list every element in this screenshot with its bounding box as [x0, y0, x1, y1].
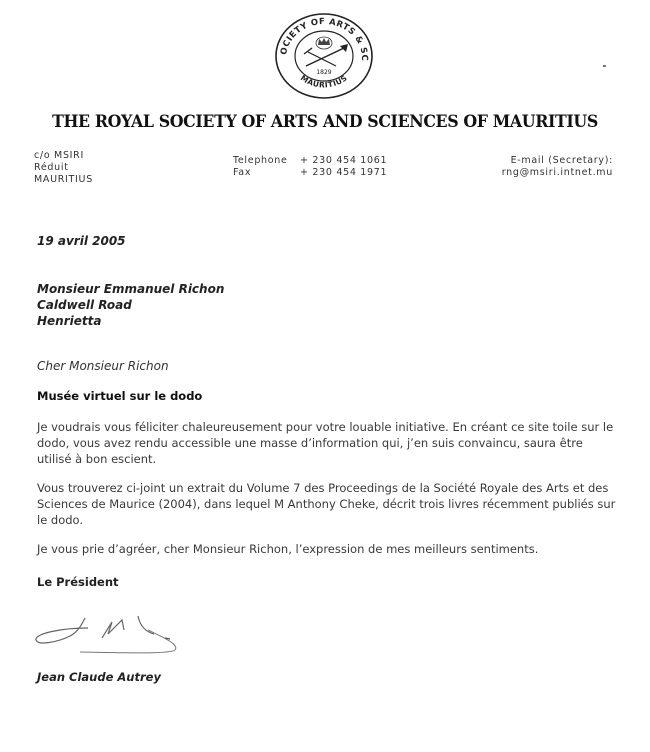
telephone-number: + 230 454 1061 [300, 155, 388, 166]
letter-date: 19 avril 2005 [37, 234, 126, 248]
organization-title: THE ROYAL SOCIETY OF ARTS AND SCIENCES OF MAURITIUS [52, 112, 598, 132]
fax-number: + 230 454 1971 [300, 167, 388, 178]
scan-speck [603, 65, 606, 67]
signatory-name: Jean Claude Autrey [37, 670, 161, 684]
sender-address [34, 150, 93, 186]
contact-numbers [233, 155, 387, 179]
body-paragraph: Je voudrais vous féliciter chaleureusement pour votre louable initiative. En créant ce site toile sur le dodo, vous avez rendu accessible une masse d’information qui, j’en suis convaincu, saura être utilisé à bon escient. [37, 420, 614, 466]
address-line: Réduit [34, 162, 69, 173]
email-address: rng@msiri.intnet.mu [501, 167, 613, 178]
email-label: E-mail (Secretary): [510, 155, 613, 166]
seal-text-bottom: MAURITIUS [298, 73, 350, 90]
handwritten-signature [30, 610, 190, 660]
seal-text-top: OCIETY OF ARTS & SC [279, 16, 370, 62]
salutation: Cher Monsieur Richon [37, 359, 169, 373]
crown-icon [316, 37, 332, 49]
email-block [502, 155, 613, 179]
society-seal-logo [272, 8, 376, 100]
closing-paragraph: Je vous prie d’agréer, cher Monsieur Richon, l’expression de mes meilleurs sentiments. [37, 542, 539, 556]
body-paragraph: Vous trouverez ci-joint un extrait du Volume 7 des Proceedings de la Société Royale des Arts et des Sciences de Maurice (2004), dans lequel M Anthony Cheke, décrit trois livres récemment publiés sur le dodo. [37, 481, 616, 527]
fax-label: Fax [233, 167, 252, 178]
seal-year: 1829 [316, 69, 332, 76]
address-line: c/o MSIRI [34, 150, 84, 161]
signatory-title: Le Président [37, 575, 119, 589]
address-line: MAURITIUS [34, 174, 93, 185]
svg-text:ROYAL SOCIETY OF ARTS & SCIENC [272, 8, 369, 61]
letter-subject: Musée virtuel sur le dodo [37, 389, 203, 403]
telephone-label: Telephone [233, 155, 288, 166]
torch-and-pick-icon [304, 44, 348, 66]
recipient-line: Monsieur Emmanuel Richon [37, 282, 225, 296]
recipient-line: Henrietta [37, 314, 102, 328]
recipient-address [37, 281, 224, 329]
recipient-line: Caldwell Road [37, 298, 132, 312]
